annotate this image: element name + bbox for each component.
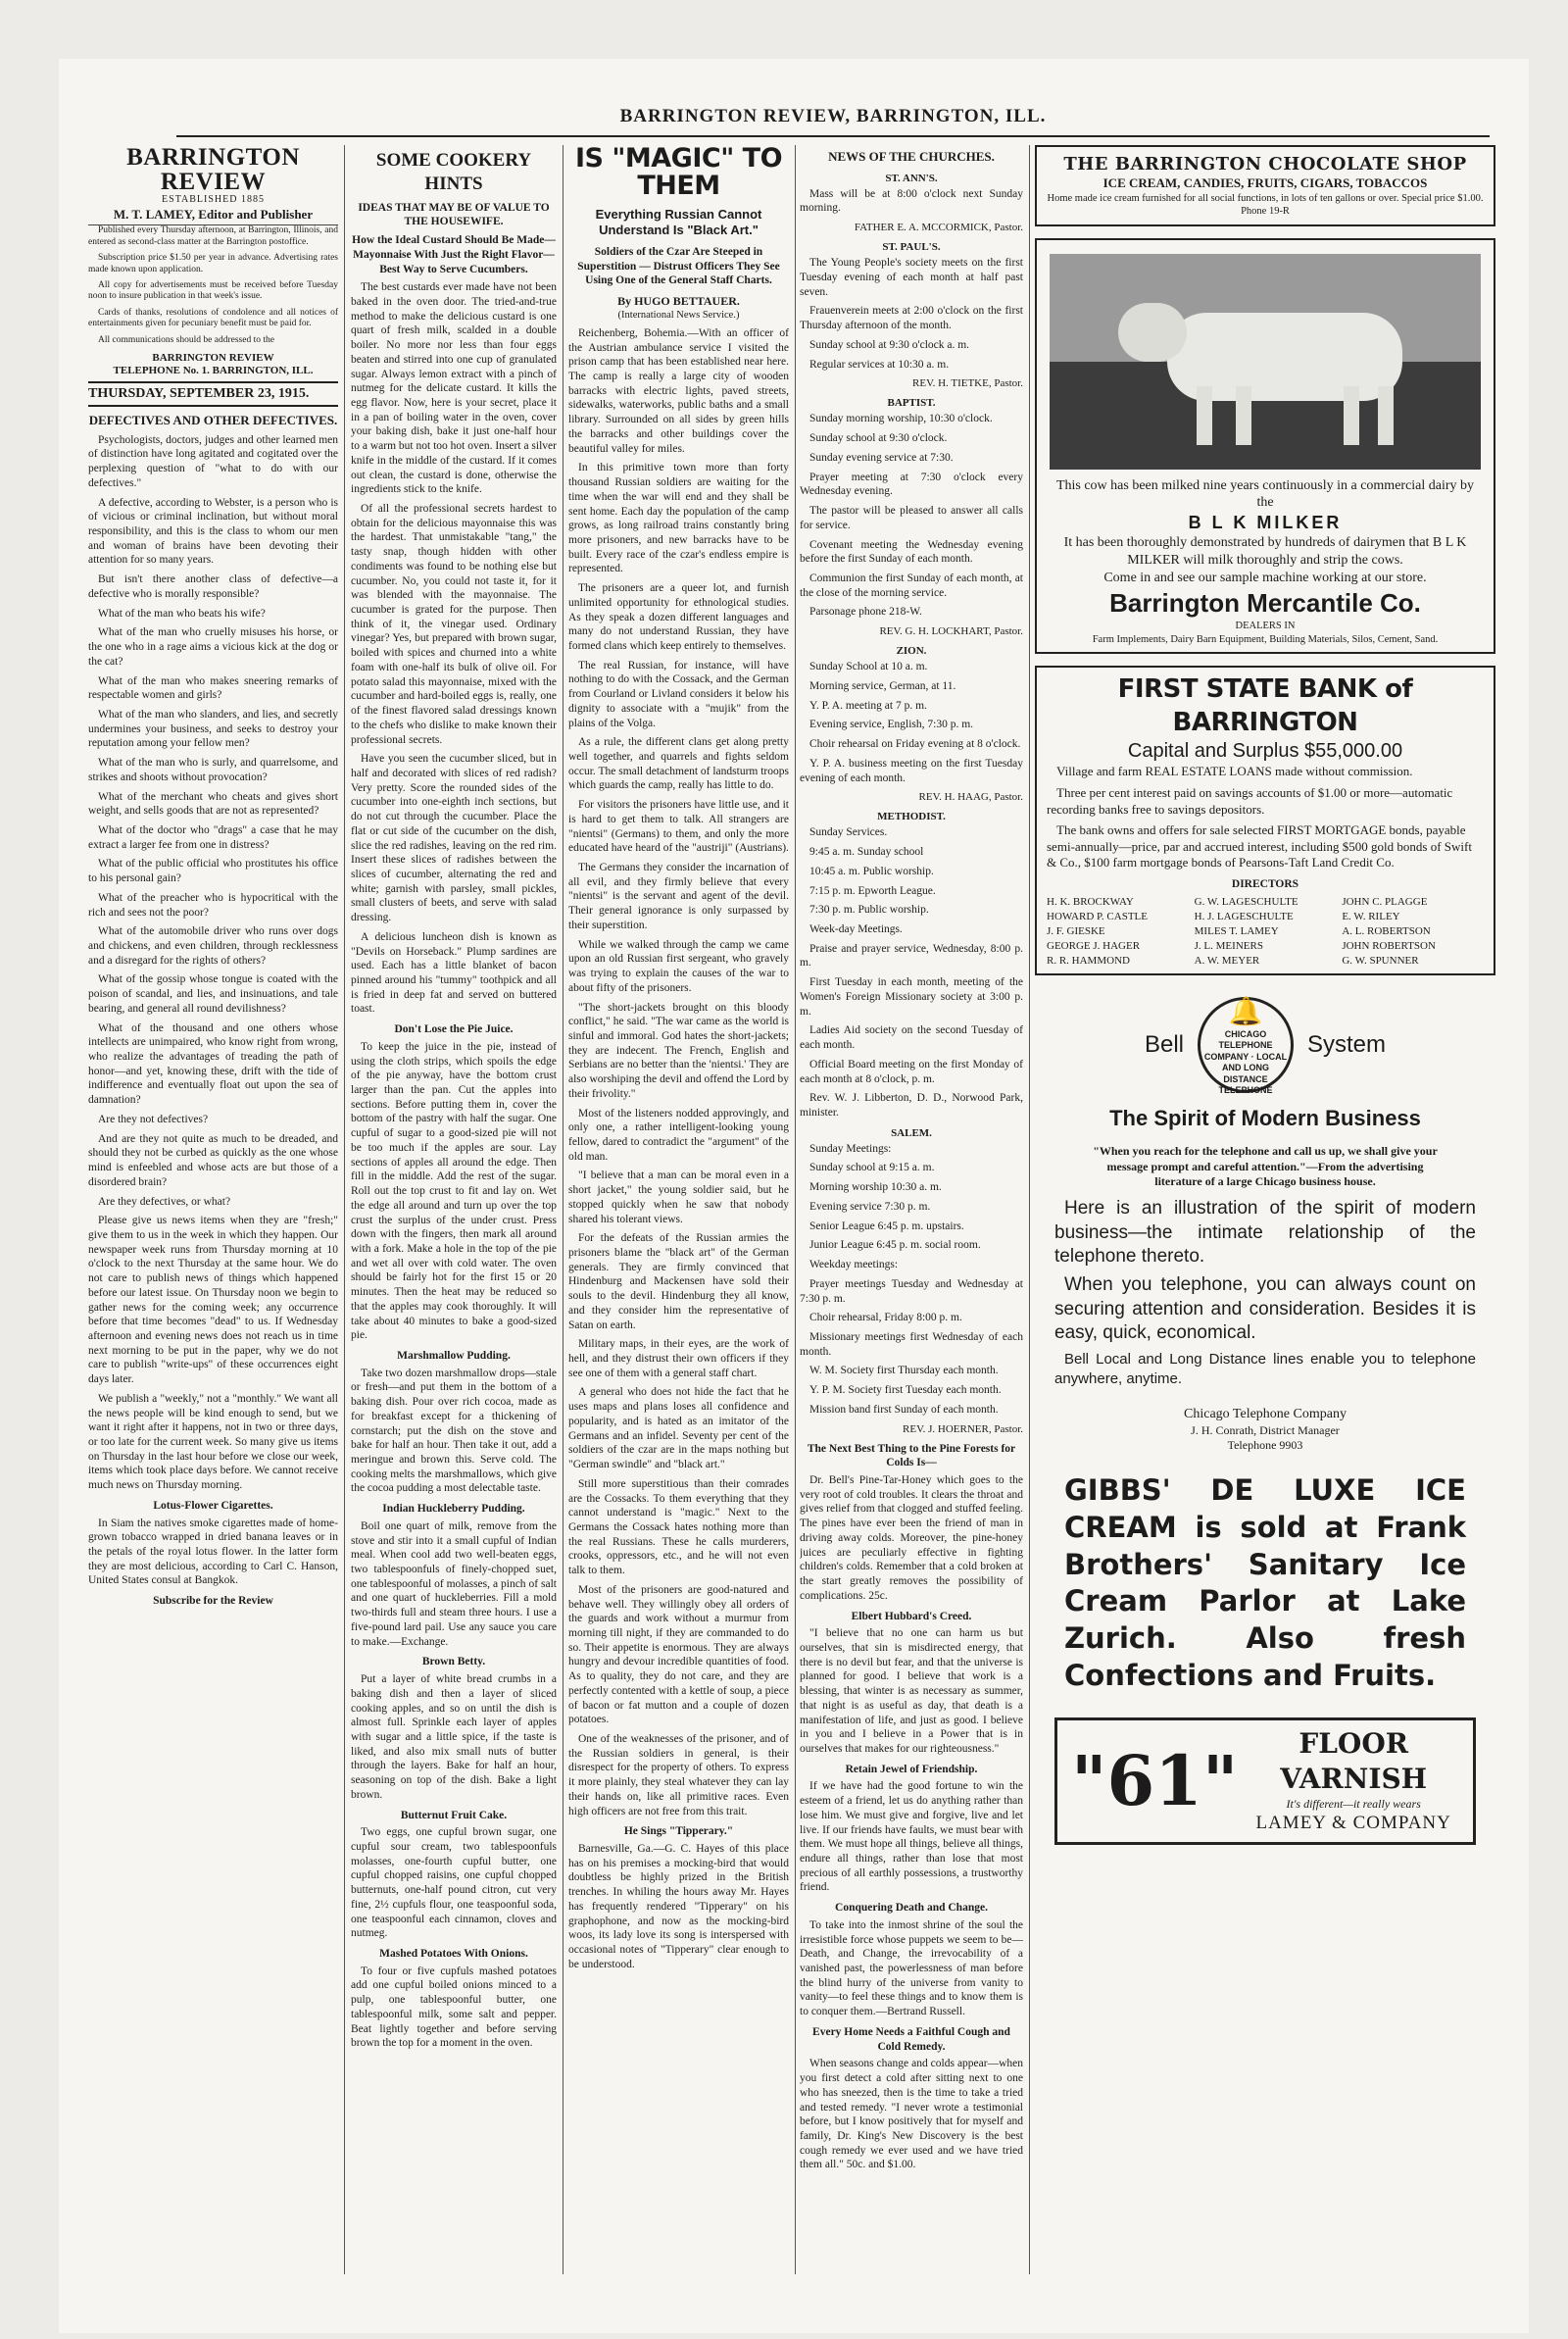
tipperary-text: Barnesville, Ga.—G. C. Hayes of this place has on his premises a mocking-bird that would doubtless be highly prized in the British trenches. In whiling the hours away Mr. Hayes has frequently rendered "Tipperary" on his graphophone, and now as the mocking-bird woos, its lady love its song is interspersed with occasional notes of "Tipperary" clear enough to be understood.: [568, 1843, 789, 1970]
butternut-text: Two eggs, one cupful brown sugar, one cupful sour cream, two tablespoonfuls molasses, one-fourth cupful butter, one cupful chopped raisins, one cupful chopped butternuts, one-half pound citron, cut very fine, 2½ cupfuls flour, one teaspoonful soda, one teaspoonful each cinnamon, cloves and nutmeg.: [351, 1826, 557, 1940]
church-line: Y. P. A. meeting at 7 p. m.: [809, 699, 927, 712]
varnish-ad: [1054, 1717, 1476, 1844]
paragraph: What of the gossip whose tongue is coated with the poison of scandal, and lies, and insinuations, and tale bearing, and general all round devilishness?: [88, 973, 338, 1015]
paragraph: What of the public official who prostitutes his office to his personal gain?: [88, 858, 338, 885]
director-name: H. J. LAGESCHULTE: [1194, 910, 1294, 922]
church-line: The pastor will be pleased to answer all calls for service.: [800, 505, 1023, 531]
paragraph: For visitors the prisoners have little use, and it is hard to get them to talk. All strangers are "nientsi" (Germans) to them, and only the more educated have heard of the "austriji" (Austrians).: [568, 799, 789, 855]
church-name: ST. ANN'S.: [885, 172, 938, 184]
varnish-title: FLOOR VARNISH: [1280, 1727, 1428, 1796]
church-list: [800, 172, 1023, 1436]
remedy-title: Every Home Needs a Faithful Cough and Cold Remedy.: [812, 2025, 1010, 2053]
paragraph: Of all the professional secrets hardest to obtain for the delicious mayonnaise this was the hardest. That unmistakable "tang," the tasty snap, though hidden with other condiments was found to be nothing else but cucumber. No, you could not taste it, for it was blended with the mayonnaise. The cucumber is grated for the purpose. Then think of it, the vinegar used. Ordinary vinegar? Yes, but prepared with brown sugar, boiled with spices and churned into a white foam with one-half its bulk of olive oil. For potato salad this mayonnaise, mixed with the cucumber and hard-boiled eggs is, really, one of the finest flavored salad dressings known to the chefs who dislike to make known their professional secrets.: [351, 503, 557, 746]
paragraph: While we walked through the camp we came upon an old Russian first sergeant, who gravely was trying to explain the causes of the war to about fifty of the prisoners.: [568, 938, 789, 994]
paragraph: Please give us news items when they are "fresh;" give them to us in the week in which they happen. Our newspaper week runs from Thursday morning at 10 o'clock to the next Thursday at the same hour. We do not care to publish news of things which happened before our latest issue. On Thursday noon we begin to gather news for the coming week; any occurrence before that time becomes "dead" to us. If Wednesday afternoon and evening news does not reach us in time next morning to be put in the paper, why we do not care to publish "write-ups" of these occurrences eight days later.: [88, 1215, 338, 1386]
mashed-title: Mashed Potatoes With Onions.: [379, 1948, 528, 1960]
mercantile-dealers: DEALERS IN: [1235, 621, 1296, 632]
church-line: Parsonage phone 218-W.: [809, 606, 922, 619]
tipperary-title: He Sings "Tipperary.": [623, 1825, 734, 1838]
church-line: 9:45 a. m. Sunday school: [809, 846, 924, 859]
paragraph: What of the merchant who cheats and gives short weight, and sells goods that are not as represented?: [88, 790, 338, 818]
church-line: Junior League 6:45 p. m. social room.: [809, 1239, 981, 1252]
cookery-deck: IDEAS THAT MAY BE OF VALUE TO THE HOUSEWIFE.: [358, 201, 550, 228]
church-line: Choir rehearsal, Friday 8:00 p. m.: [809, 1312, 962, 1324]
article-title: DEFECTIVES AND OTHER DEFECTIVES.: [88, 413, 338, 428]
church-line: Senior League 6:45 p. m. upstairs.: [809, 1219, 964, 1232]
paragraph: Have you seen the cucumber sliced, but in half and decorated with slices of red radish? Very pretty. Score the rounded sides of the cucumber into one-eighth inch sections, but do not cut through the cucumber. Place the flat or cut side of the cucumber on the dish, slice the red radishes, leaving on the red rim. Insert these slices of radishes between the slices of cucumber, alternating the red and white; garnish with parsley, small pickles, small clusters of beets, and serve with salad dressing.: [351, 753, 557, 924]
paragraph: We publish a "weekly," not a "monthly." We want all the news people will be kind enough to send, but we want it right after it happens, not in two or three days, or too late for the current week. So many give us items on Thursday in the last hour before we close our week, items which took place days before. We cannot receive much news on Thursday morning.: [88, 1392, 338, 1492]
church-line: Ladies Aid society on the second Tuesday of each month.: [800, 1024, 1023, 1052]
cookery-title: SOME COOKERY HINTS: [375, 150, 532, 195]
directors-list: [1047, 895, 1484, 968]
magic-deck2: Soldiers of the Czar Are Steeped in Superstition — Distrust Officers They See Using One of the General Staff Charts.: [577, 245, 780, 287]
church-line: Weekday meetings:: [809, 1259, 899, 1271]
paragraph: Reichenberg, Bohemia.—With an officer of the Austrian ambulance service I visited the prison camp that has been established near here. The camp is really a large city of wooden barracks with electric lights, paved streets, sidewalks, waterworks, public baths and a small library. Surrounded on all sides by green hills the barracks and other buildings cover the beautiful valley for miles.: [568, 326, 789, 455]
address-telephone: TELEPHONE No. 1. BARRINGTON, ILL.: [113, 365, 314, 377]
church-line: W. M. Society first Thursday each month.: [809, 1365, 999, 1377]
cow-photo: [1050, 254, 1481, 470]
paragraph: For the defeats of the Russian armies the prisoners blame the "black art" of the German generals. They are firmly convinced that Hindenburg and Mackensen have sold their souls to the devil. Hindenburg they all know, and they consider him the representative of Satan on earth.: [568, 1232, 789, 1331]
paragraph: What of the man who cruelly misuses his horse, or the one who in a rage aims a vicious kick at the dog or the cat?: [88, 626, 338, 668]
friendship-title: Retain Jewel of Friendship.: [845, 1763, 978, 1775]
chocolate-shop-ad: [1035, 145, 1495, 226]
lotus-text: In Siam the natives smoke cigarettes made of home-grown tobacco wrapped in dried banana leaves or in the petals of the royal lotus flower. In the latter form they are most delicious, according to Carl C. Hanson, United States consul at Bangkok.: [88, 1517, 338, 1587]
editor-line: M. T. LAMEY, Editor and Publisher: [88, 207, 338, 226]
church-line: Sunday school at 9:30 o'clock.: [809, 432, 948, 445]
paragraph: A general who does not hide the fact that he uses maps and plans loses all confidence and popularity, and is hated as an imitator of the Germans and an infidel. Seventy per cent of the soldiers of the czar are in the maps nothing but "German swindle" and "black art.": [568, 1386, 789, 1471]
church-line: Praise and prayer service, Wednesday, 8:00 p. m.: [800, 942, 1023, 970]
church-line: Mass will be at 8:00 o'clock next Sunday morning.: [800, 187, 1023, 215]
director-name: JOHN C. PLAGGE: [1342, 895, 1428, 908]
varnish-number: "61": [1071, 1740, 1239, 1822]
cards-note: Cards of thanks, resolutions of condolence and all notices of entertainments given for pecuniary benefit must be paid for.: [88, 307, 338, 329]
church-name: SALEM.: [891, 1126, 932, 1139]
bank-ad: [1035, 666, 1495, 975]
mashed-text: To four or five cupfuls mashed potatoes add one cupful boiled onions minced to a pulp, one tablespoonful butter, one tablespoonful milk, some salt and pepper. Beat lightly together and before serving brown the top for a moment in the oven.: [351, 1965, 557, 2050]
magic-body: [568, 326, 789, 1818]
paragraph: Are they not defectives?: [98, 1113, 209, 1125]
marshmallow-text: Take two dozen marshmallow drops—stale or fresh—and put them in the bottom of a baking dish. Pour over rich cocoa, made as for breakfast except for a thickening of cornstarch; put the dish on the stove and bake for half an hour. Then take it out, add a meringue and brown this. Serve cold. The cooking melts the marshmallows, which give the cocoa pudding a most delectable taste.: [351, 1367, 557, 1495]
cow-caption-1: This cow has been milked nine years continuously in a commercial dairy by the: [1055, 477, 1475, 511]
lotus-title: Lotus-Flower Cigarettes.: [153, 1499, 273, 1512]
mercantile-name: Barrington Mercantile Co.: [1109, 588, 1421, 619]
chocolate-shop-sub: ICE CREAM, CANDIES, FRUITS, CIGARS, TOBACCOS: [1102, 175, 1428, 191]
death-text: To take into the inmost shrine of the soul the irresistible force whose puppets we seem to be—Death, and Change, the irrevocability of a vanished past, the powerlessness of man before the blind hurry of the universe from vanity to vanity—to feel these things and to know them is to conquer them.—Bertrand Russell.: [800, 1918, 1023, 2018]
issue-date: THURSDAY, SEPTEMBER 23, 1915.: [88, 381, 338, 407]
director-name: GEORGE J. HAGER: [1047, 940, 1141, 953]
bell-para-3: Bell Local and Long Distance lines enable you to telephone anywhere, anytime.: [1054, 1351, 1476, 1387]
church-line: Y. P. M. Society first Tuesday each month.: [809, 1384, 1002, 1397]
paragraph: Most of the prisoners are good-natured and behave well. They willingly obey all orders of the guards and work without a murmur from morning till night, if they are commanded to do so. Their appetite is enormous. They are always hungry and devour incredible quantities of food. As to quality, they do not care, and they are perfectly contented with a kettle of soup, a piece of bacon or fat mutton and a couple of dozen potatoes.: [568, 1583, 789, 1726]
church-line: Evening service 7:30 p. m.: [809, 1200, 931, 1213]
milker-name: B L K MILKER: [1188, 513, 1343, 533]
subscribe-line: Subscribe for the Review: [153, 1595, 273, 1608]
paragraph: The real Russian, for instance, will have nothing to do with the Cossack, and the German from Courland or Livland considers it below his dignity to associate with a "mujik" from the plains of the Volga.: [568, 659, 789, 729]
paragraph: "I believe that a man can be moral even in a short jacket," the young soldier said, but he stopped quickly when he saw that nobody shared his tolerant views.: [568, 1170, 789, 1225]
column-editorial: [88, 145, 345, 2274]
director-name: JOHN ROBERTSON: [1342, 940, 1436, 953]
church-line: Official Board meeting on the first Monday of each month at 8 o'clock, p. m.: [800, 1058, 1023, 1085]
bell-header: [1054, 995, 1476, 1096]
marshmallow-title: Marshmallow Pudding.: [397, 1349, 511, 1362]
paragraph: What of the man who is surly, and quarrelsome, and strikes and shoots without provocation?: [88, 757, 338, 783]
brown-betty-text: Put a layer of white bread crumbs in a baking dish and then a layer of sliced cooking apples, and so on until the dish is almost full. Sprinkle each layer of apples with sugar and a little spice, if the taste is liked, and also mix small nuts of butter through the layers. Bake for half an hour, seasoning on top of the dish. Bake a light brown.: [351, 1673, 557, 1801]
church-name: BAPTIST.: [887, 397, 936, 410]
church-line: Frauenverein meets at 2:00 o'clock on the first Thursday afternoon of the month.: [800, 305, 1023, 332]
pie-title: Don't Lose the Pie Juice.: [394, 1023, 514, 1036]
bell-manager: J. H. Conrath, District Manager: [1191, 1422, 1340, 1437]
huckleberry-text: Boil one quart of milk, remove from the stove and stir into it a small cupful of Indian meal. When cool add two well-beaten eggs, two tablespoonfuls of finely-chopped suet, one tablespoonful of molasses, a pinch of salt and one quart of huckleberries. Fill a mold two-thirds full and steam three hours. I use a five-pound lard pail. Use any sauce you care to make.—Exchange.: [351, 1519, 557, 1648]
church-pastor: REV. H. TIETKE, Pastor.: [912, 377, 1023, 390]
paragraph: Military maps, in their eyes, are the work of hell, and they distrust their own officers if they see one of them with a general staff chart.: [568, 1338, 789, 1379]
bell-company: Chicago Telephone Company: [1184, 1406, 1347, 1421]
bell-label-left: Bell: [1144, 1030, 1184, 1058]
director-name: G. W. LAGESCHULTE: [1194, 895, 1298, 908]
bell-logo-icon: 🔔 CHICAGO TELEPHONE COMPANY · LOCAL AND LONG DISTANCE TELEPHONE: [1198, 997, 1294, 1093]
nameplate: BARRINGTON REVIEW: [126, 145, 300, 195]
church-pastor: FATHER E. A. MCCORMICK, Pastor.: [854, 222, 1023, 234]
cow-caption-2: It has been thoroughly demonstrated by hundreds of dairymen that B L K MILKER will milk thoroughly and strip the cows.: [1063, 535, 1467, 569]
page-masthead: BARRINGTON REVIEW, BARRINGTON, ILL.: [176, 106, 1490, 137]
address-name: BARRINGTON REVIEW: [152, 351, 274, 364]
director-name: R. R. HAMMOND: [1047, 955, 1130, 968]
bell-ad: [1035, 987, 1495, 1463]
gibbs-ad: GIBBS' DE LUXE ICE CREAM is sold at Frank Brothers' Sanitary Ice Cream Parlor at Lake Zurich. Also fresh Confections and Fruits.: [1064, 1473, 1466, 1692]
director-name: G. W. SPUNNER: [1342, 955, 1419, 968]
bell-logo-text: CHICAGO TELEPHONE COMPANY · LOCAL AND LONG DISTANCE TELEPHONE: [1203, 1028, 1288, 1096]
paragraph: What of the preacher who is hypocritical with the rich and sees not the poor?: [88, 891, 338, 919]
church-line: Prayer meeting at 7:30 o'clock every Wednesday evening.: [800, 471, 1023, 498]
magic-deck: Everything Russian Cannot Understand Is "Black Art.": [595, 206, 762, 238]
directors-label: DIRECTORS: [1231, 878, 1299, 891]
bank-para-1: Village and farm REAL ESTATE LOANS made without commission.: [1056, 764, 1413, 779]
director-name: J. L. MEINERS: [1194, 940, 1263, 953]
church-line: 7:15 p. m. Epworth League.: [809, 884, 936, 897]
paragraph: What of the man who makes sneering remarks of respectable women and girls?: [88, 674, 338, 702]
news-service: (International News Service.): [617, 310, 740, 322]
paragraph: And are they not quite as much to be dreaded, and should they not be curbed as quickly as the one whose mind is enfeebled and whose acts are but those of a disordered brain?: [88, 1132, 338, 1188]
pine-text: Dr. Bell's Pine-Tar-Honey which goes to the very root of cold troubles. It clears the throat and gives relief from that clogged and stuffed feeling. The pines have ever been the friend of man in driving away colds. Moreover, the pine-honey juices are peculiarly effective in fighting children's colds. Remember that a cold broken at the start greatly removes the possibility of complications. 25c.: [800, 1474, 1023, 1602]
cow-caption-3: Come in and see our sample machine working at our store.: [1103, 571, 1427, 586]
director-name: A. L. ROBERTSON: [1342, 924, 1431, 937]
paragraph: The Germans they consider the incarnation of all evil, and they firmly believe that every "nientsi" is the servant and agent of the devil. Their general ignorance is only surpassed by their superstition.: [568, 862, 789, 931]
church-line: Missionary meetings first Wednesday of each month.: [800, 1330, 1023, 1358]
chocolate-shop-small: Home made ice cream furnished for all social functions, in lots of ten gallons or over. Special price $1.00. Phone 19-R: [1047, 192, 1484, 218]
newspaper-page: [59, 59, 1529, 2333]
subscription-note: Subscription price $1.50 per year in advance. Advertising rates made known upon application.: [88, 253, 338, 274]
church-pastor: REV. G. H. LOCKHART, Pastor.: [879, 625, 1023, 638]
column-cookery: [351, 145, 564, 2274]
director-name: A. W. MEYER: [1194, 955, 1260, 968]
church-line: Sunday school at 9:15 a. m.: [809, 1162, 935, 1174]
copy-note: All copy for advertisements must be received before Tuesday noon to insure publication in that week's issue.: [88, 279, 338, 302]
pine-title: The Next Best Thing to the Pine Forests for Colds Is—: [807, 1442, 1016, 1469]
church-line: Covenant meeting the Wednesday evening before the first Sunday of each month.: [800, 538, 1023, 566]
column-churches: [800, 145, 1030, 2274]
paragraph: Still more superstitious than their comrades are the Cossacks. To them everything that they cannot understand is "magic." Next to the Germans the Cossack hates nothing more than the real Russians. These he calls murderers, crooks, oppressors, etc., and he will not even talk to them.: [568, 1477, 789, 1577]
paragraph: In this primitive town more than forty thousand Russian soldiers are waiting for the time when the war will end and they shall be sent home. Each day the population of the camp grows, as long railroad trains constantly bring more prisoners, and new barracks have to be built. Every race of the czar's endless empire is represented.: [568, 462, 789, 575]
paragraph: As a rule, the different clans get along pretty well together, and quarrels and fights seldom occur. The small detachment of landsturm troops which guards the camp, really has little to do.: [568, 736, 789, 792]
cookery-body: [351, 280, 557, 1017]
paragraph: What of the automobile driver who runs over dogs and chickens, and even children, through recklessness and a disregard for the rights of others?: [88, 925, 338, 967]
church-line: Sunday Services.: [809, 826, 888, 839]
bell-label-right: System: [1307, 1030, 1387, 1058]
column-magic: [568, 145, 796, 2274]
paragraph: The best custards ever made have not been baked in the oven door. The tried-and-true method to make the delicious custard is one quart of fresh milk, scalded in a double boiler. No more nor less than four eggs beaten and stirred into one cup of granulated sugar. Always lemon extract with a pinch of nutmeg for the delicate custard. It kills the egg flavor. Now, here is your secret, place it in a pan of boiling water in the oven, cover your baking dish, bake it just one-half hour to a warm but not too hot oven. Insert a silver knife in the middle of the custard. If it comes out clean, the custard is done, otherwise the ingredients stick to the knife.: [351, 281, 557, 496]
church-name: ST. PAUL'S.: [882, 241, 941, 254]
paragraph: A delicious luncheon dish is known as "Devils on Horseback." Plump sardines are used. Each has a little blanket of bacon pinned around his "tummy" toothpick and all is fried in deep fat and served on buttered toast.: [351, 930, 557, 1016]
church-line: 10:45 a. m. Public worship.: [809, 865, 934, 877]
church-line: Week-day Meetings.: [809, 923, 903, 936]
paragraph: Most of the listeners nodded approvingly, and only one, a rather intelligent-looking young fellow, dared to contradict the "argument" of the old man.: [568, 1107, 789, 1163]
church-pastor: REV. J. HOERNER, Pastor.: [903, 1422, 1023, 1435]
paragraph: What of the doctor who "drags" a case that he may extract a larger fee from one in distress?: [88, 823, 338, 851]
church-line: Rev. W. J. Libberton, D. D., Norwood Park, minister.: [800, 1092, 1023, 1119]
varnish-company: LAMEY & COMPANY: [1255, 1813, 1451, 1834]
church-line: Mission band first Sunday of each month.: [809, 1403, 999, 1416]
bank-capital: Capital and Surplus $55,000.00: [1127, 739, 1403, 762]
church-line: Y. P. A. business meeting on the first Tuesday evening of each month.: [800, 757, 1023, 784]
church-line: Communion the first Sunday of each month, at the close of the morning service.: [800, 572, 1023, 599]
director-name: MILES T. LAMEY: [1194, 924, 1279, 937]
bell-para-1: Here is an illustration of the spirit of modern business—the intimate relationship of the telephone thereto.: [1054, 1198, 1476, 1268]
director-name: J. F. GIESKE: [1047, 924, 1105, 937]
butternut-title: Butternut Fruit Cake.: [400, 1809, 508, 1821]
paragraph: "The short-jackets brought on this bloody conflict," he said. "The war came as the world is sinful and immoral. God hates the short-jackets; they are indecent. The French, English and Serbians are no better than the 'nientsi.' They are also worshiping the devil and offend the Lord by their frivolity.": [568, 1001, 789, 1100]
paragraph: Psychologists, doctors, judges and other learned men of distinction have long agitated and cogitated over the perplexing question of "what to do with our defectives.": [88, 433, 338, 489]
spirit-heading: The Spirit of Modern Business: [1109, 1106, 1421, 1131]
church-line: First Tuesday in each month, meeting of the Women's Foreign Missionary society at 3:00 p. m.: [800, 976, 1023, 1018]
friendship-text: If we have had the good fortune to win the esteem of a friend, let us do anything rather than lose him. We must give and forgive, live and let live. If our friends have faults, we must bear with them. We must hope all things, believe all things, endure all things, rather than lose that most precious of all earthly possessions, a trustworthy friend.: [800, 1780, 1023, 1894]
church-name: ZION.: [896, 645, 927, 658]
church-line: Sunday morning worship, 10:30 o'clock.: [809, 413, 993, 425]
bell-telephone: Telephone 9903: [1227, 1437, 1303, 1452]
paragraph: A defective, according to Webster, is a person who is of vicious or criminal inclination, but without moral responsibility, and this is the class to whom our men and woman of brains have been devoting their attention for so many years.: [88, 496, 338, 567]
chocolate-shop-title: THE BARRINGTON CHOCOLATE SHOP: [1063, 154, 1467, 174]
paragraph: One of the weaknesses of the prisoner, and of the Russian soldiers in general, is their disrespect for the property of others. To express it more plainly, they steal whatever they can lay their hands on, like all primitive races. Even high officers are not free from this trait.: [568, 1733, 789, 1817]
pie-text: To keep the juice in the pie, instead of using the cloth strips, which spoils the edge of the pie anyway, have the bottom crust larger than the pan. Cut the apples into sections. Before putting them in, cover the bottom of the pastry with half the sugar. One cupful of sugar to a good-sized pie will not be too much if the apples are sour. Lay sections of apples all around the edge. Then fill in the middle. Add the rest of the sugar. Roll out the top crust to fit and lay on. Wet the edge all around and turn up over the top crust the surplus of the under crust. Press down with the fingers, then mark all around with a fork. Make a hole in the top of the pie and wet all over with cold water. The oven should be fairly hot for the first 15 or 20 minutes. Then the heat may be reduced so that the apples may cook thoroughly. It will take about 40 minutes to bake a good-sized pie.: [351, 1040, 557, 1342]
cookery-deck2: How the Ideal Custard Should Be Made—Mayonnaise With Just the Right Flavor—Best Way to Serve Cucumbers.: [352, 234, 556, 275]
church-line: Sunday Meetings:: [809, 1142, 892, 1155]
church-line: Morning service, German, at 11.: [809, 679, 956, 692]
established-line: ESTABLISHED 1885: [162, 194, 265, 205]
bank-para-2: Three per cent interest paid on savings accounts of $1.00 or more—automatic recording banks free to savings depositors.: [1047, 784, 1453, 817]
brown-betty-title: Brown Betty.: [421, 1656, 486, 1668]
magic-headline: IS "MAGIC" TO THEM: [574, 145, 783, 202]
byline: By HUGO BETTAUER.: [617, 294, 740, 309]
director-name: HOWARD P. CASTLE: [1047, 910, 1148, 922]
church-line: 7:30 p. m. Public worship.: [809, 904, 929, 917]
mercantile-goods: Farm Implements, Dairy Barn Equipment, Building Materials, Silos, Cement, Sand.: [1092, 633, 1439, 645]
church-line: Prayer meetings Tuesday and Wednesday at 7:30 p. m.: [800, 1277, 1023, 1305]
church-pastor: REV. H. HAAG, Pastor.: [918, 791, 1023, 804]
creed-title: Elbert Hubbard's Creed.: [851, 1610, 972, 1622]
paragraph: What of the man who beats his wife?: [98, 607, 266, 620]
paragraph: What of the thousand and one others whose intellects are unimpaired, who know right from wrong, who realize the advantages of treading the path of honor—and yet, knowing these, drift with the tide of indifference and eventually float out upon the sea of damnation?: [88, 1021, 338, 1107]
church-line: Morning worship 10:30 a. m.: [809, 1181, 942, 1194]
director-name: H. K. BROCKWAY: [1047, 895, 1134, 908]
remedy-text: When seasons change and colds appear—when you first detect a cold after sitting next to one who has sneezed, then is the time to take a tried and tested remedy. "I never wrote a testimonial before, but I know positively that for myself and family, Dr. King's New Discovery is the best cough remedy we ever used and we have tried them all." 50c. and $1.00.: [800, 2058, 1023, 2171]
mercantile-ad: [1035, 238, 1495, 655]
huckleberry-title: Indian Huckleberry Pudding.: [382, 1503, 525, 1516]
church-name: METHODIST.: [877, 811, 946, 823]
church-line: Sunday School at 10 a. m.: [809, 661, 928, 673]
church-line: Sunday evening service at 7:30.: [809, 451, 954, 464]
address-note: All communications should be addressed to the: [98, 334, 274, 345]
paragraph: What of the man who slanders, and lies, and secretly undermines your business, and seeks to destroy your reputation among your fellow men?: [88, 708, 338, 750]
bell-para-2: When you telephone, you can always count on securing attention and consideration. Besides it is easy, quick, economical.: [1054, 1274, 1476, 1344]
death-title: Conquering Death and Change.: [835, 1902, 988, 1915]
publish-note: Published every Thursday afternoon, at Barrington, Illinois, and entered as second-class matter at the Barrington postoffice.: [88, 225, 338, 247]
paragraph: Are they defectives, or what?: [98, 1195, 231, 1208]
church-line: Evening service, English, 7:30 p. m.: [809, 719, 974, 731]
paragraph: But isn't there another class of defective—a defective who is morally responsible?: [88, 573, 338, 600]
church-line: Regular services at 10:30 a. m.: [809, 358, 950, 371]
churches-title: NEWS OF THE CHURCHES.: [828, 149, 995, 164]
church-line: The Young People's society meets on the first Tuesday evening of each month at half past seven.: [800, 257, 1023, 298]
church-line: Sunday school at 9:30 o'clock a. m.: [809, 338, 970, 351]
director-name: E. W. RILEY: [1342, 910, 1400, 922]
bell-quote: "When you reach for the telephone and call us up, we shall give your message prompt and careful attention."—From the advertising literature of a large Chicago business house.: [1093, 1144, 1438, 1189]
article-body: [88, 433, 338, 1493]
creed-text: "I believe that no one can harm us but ourselves, that sin is misdirected energy, that there is no devil but fear, and that the universe is planned for good. I believe that work is a blessing, that winter is as necessary as summer, that night is as useful as day, that death is a manifestation of life, and just as good. I believe in you and I believe in a Power that is in ourselves that makes for our righteousness.": [800, 1627, 1023, 1755]
varnish-tagline: It's different—it really wears: [1286, 1797, 1421, 1812]
church-line: Choir rehearsal on Friday evening at 8 o'clock.: [809, 738, 1021, 751]
bank-title: FIRST STATE BANK of BARRINGTON: [1117, 674, 1413, 737]
paragraph: The prisoners are a queer lot, and furnish unlimited opportunity for ethnological studies. As they speak a dozen different languages and many do not understand Russian, they have formed clans which keep entirely to themselves.: [568, 582, 789, 652]
column-advertisements: [1035, 145, 1495, 2274]
bank-para-3: The bank owns and offers for sale selected FIRST MORTGAGE bonds, payable semi-annually—price, par and accrued interest, including $500 gold bonds of Swift & Co., $100 farm mortgage bonds of Pearsons-Taft Land Credit Co.: [1047, 822, 1472, 871]
